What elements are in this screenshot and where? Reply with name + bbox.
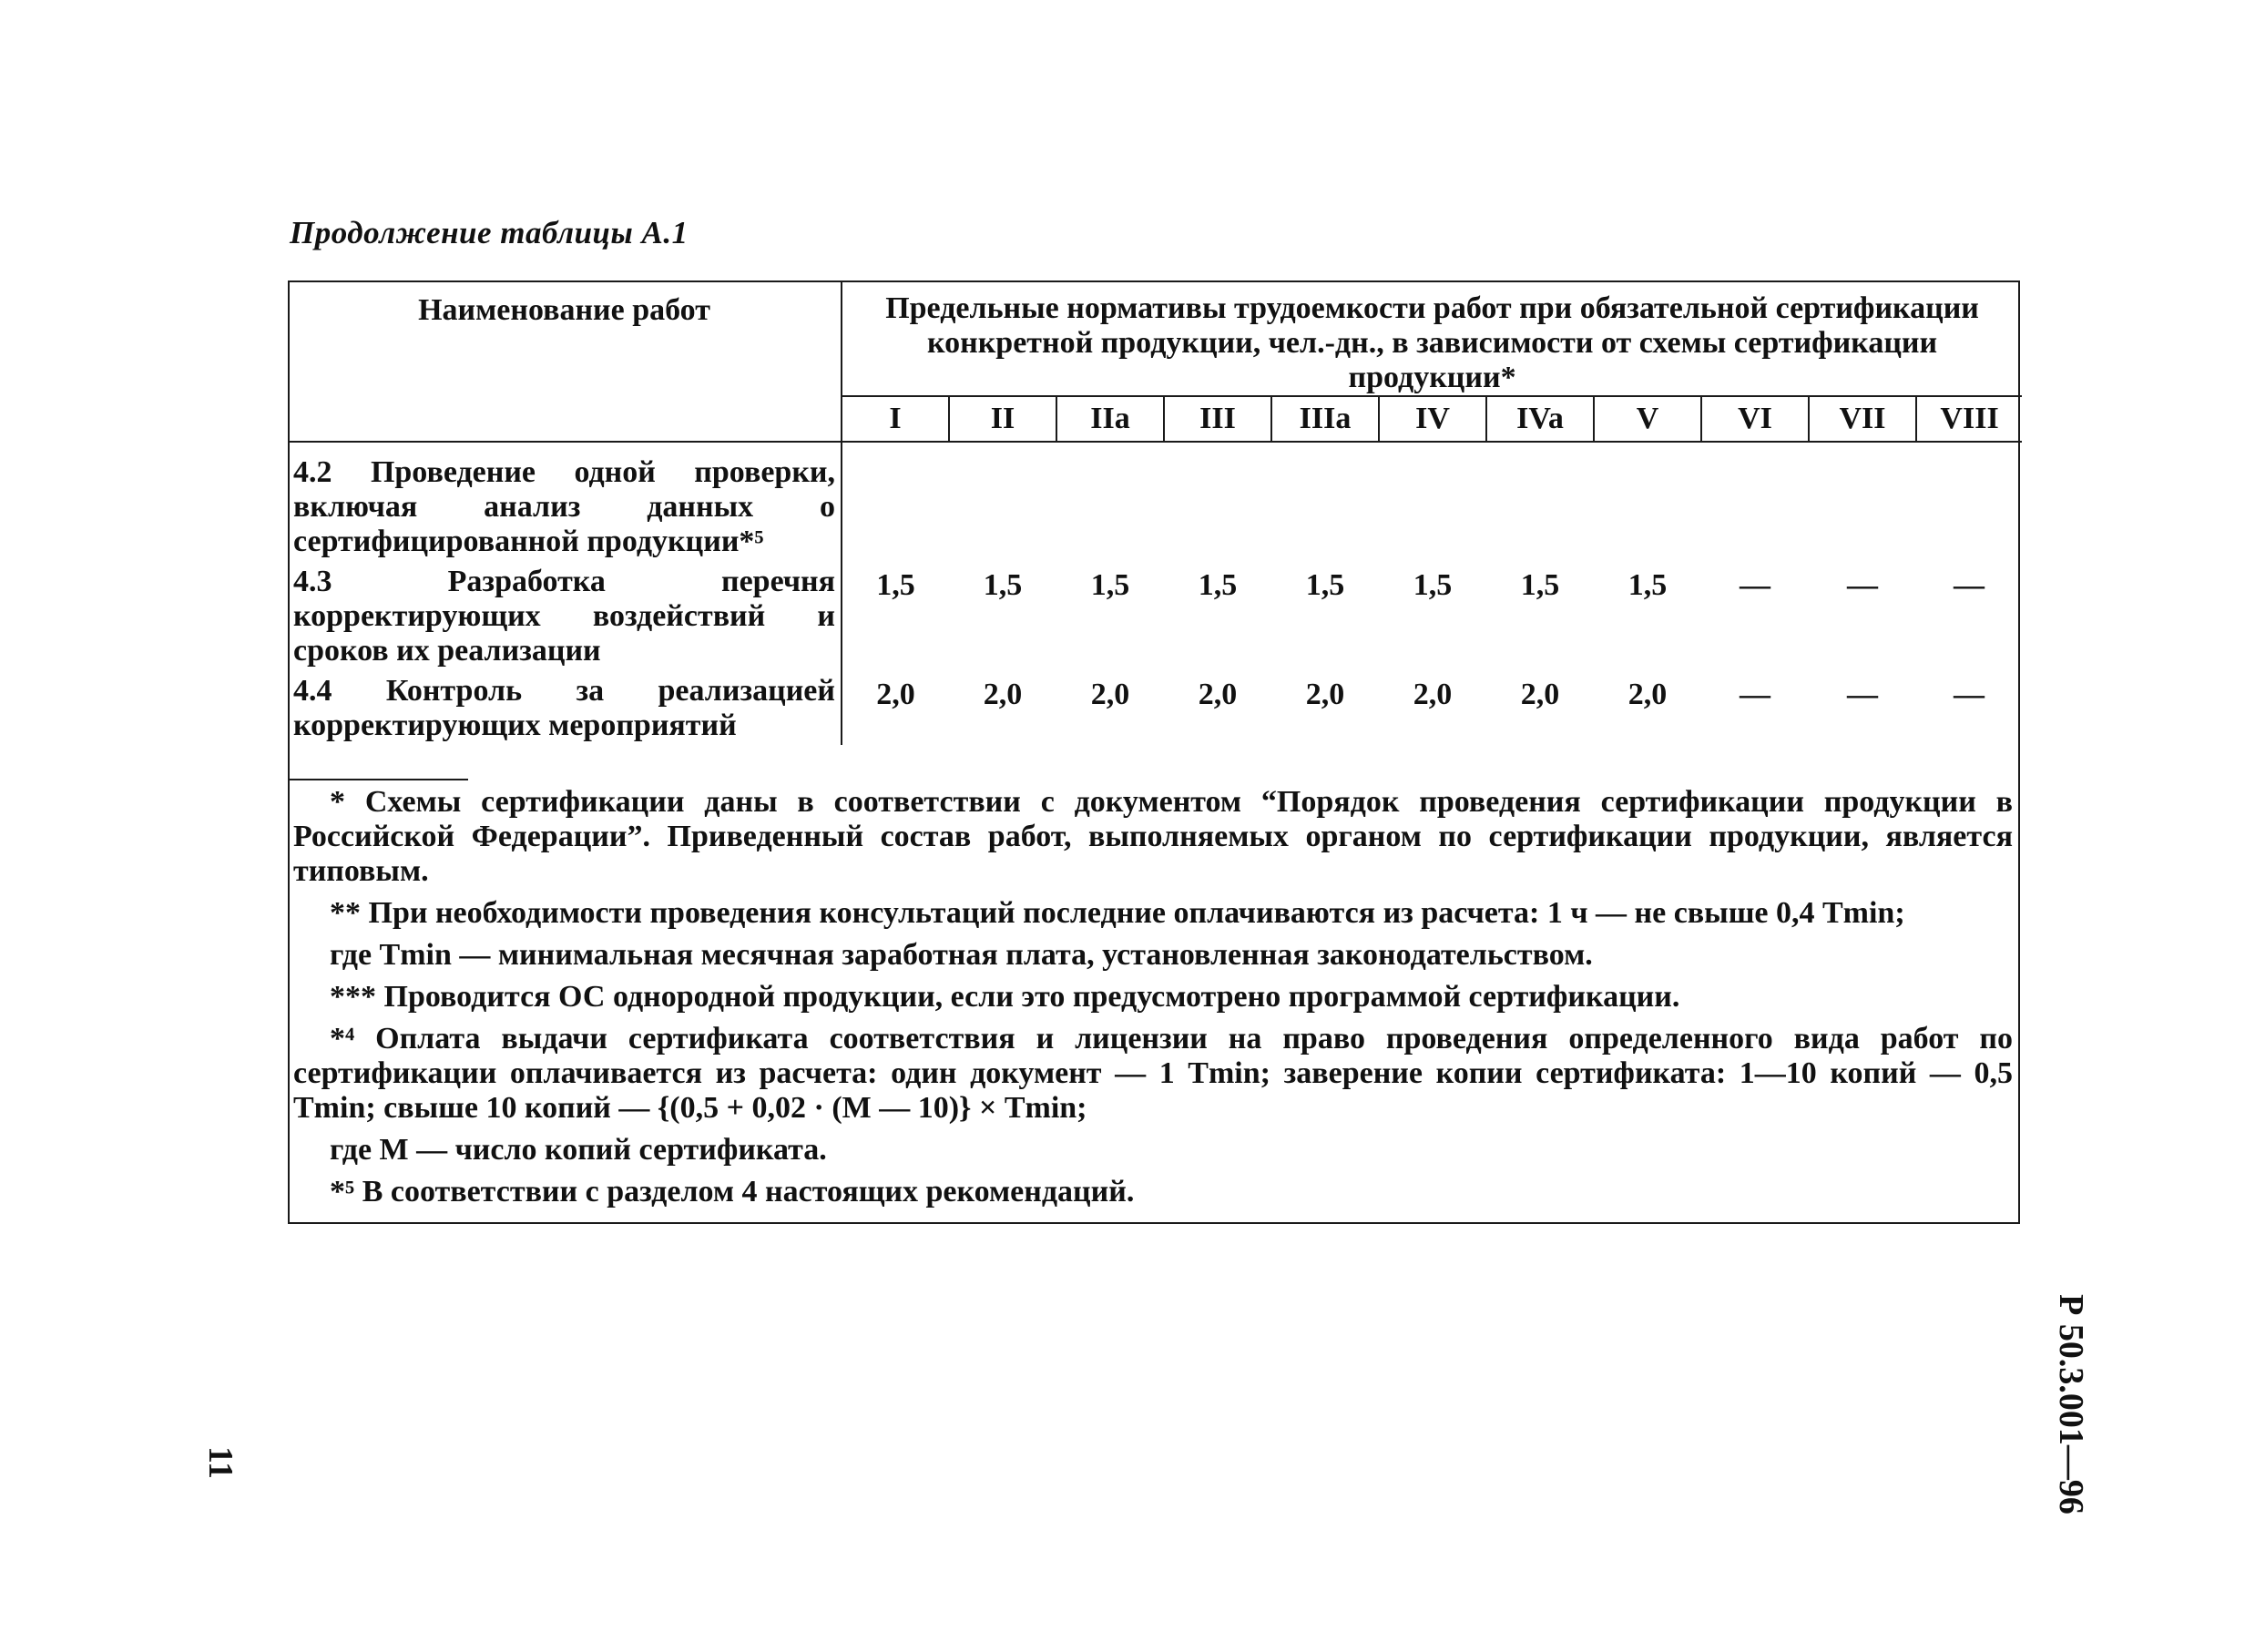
table-row [288,670,2022,745]
footnote-4-definition: где M — число копий сертификата. [330,1133,827,1167]
table-row [288,442,2022,561]
norm-value: 1,5 [1198,568,1238,602]
norm-value: 2,0 [1520,678,1560,711]
norm-value [1486,442,1594,561]
footnote-2: ** При необходимости проведения консультаций последние оплачиваются из расчета: 1 ч — не свыше 0,4 Tmin; [330,896,1905,930]
scheme-header: VII [1809,396,1916,442]
norm-value [1701,442,1809,561]
norms-table [288,280,2022,745]
table-row [288,561,2022,670]
work-name: 4.4 Контроль за реализацией корректирующих мероприятий [288,670,842,745]
norm-value: 1,5 [983,568,1023,602]
footnotes [293,785,2013,1209]
work-name: 4.2 Проведение одной проверки, включая анализ данных о сертифицированной продукции*⁵ [288,442,842,561]
norm-value [1271,442,1379,561]
footnote-4: *⁴ Оплата выдачи сертификата соответствия и лицензии на право проведения определенного вида работ по сертификации оплачивается из расчета: один документ — 1 Tmin; заверение копии сертификата: 1—10 копий — 0,5 Tmin; свыше 10 копий — {(0,5 + 0,02 · (M — 10)} × Tmin; [293,1022,2013,1125]
scheme-header: IIa [1056,396,1164,442]
footnote-separator [290,779,468,780]
norm-value: 1,5 [1090,568,1130,602]
scheme-header: IV [1379,396,1486,442]
norm-value: 2,0 [983,678,1023,711]
norm-value: 2,0 [1305,678,1345,711]
scheme-header: VIII [1916,396,2022,442]
norm-value [1594,442,1701,561]
norm-value: 1,5 [1520,568,1560,602]
footnote-5: *⁵ В соответствии с разделом 4 настоящих рекомендаций. [330,1175,1135,1208]
norm-value: 2,0 [876,678,915,711]
scheme-header: III [1164,396,1271,442]
norm-value: 2,0 [1413,678,1453,711]
norm-value [842,442,949,561]
scheme-header: IIIa [1271,396,1379,442]
table-caption: Продолжение таблицы А.1 [290,215,689,250]
norm-value: — [1847,678,1878,711]
column-header-norms: Предельные нормативы трудоемкости работ при обязательной сертификации конкретной продукции, чел.-дн., в зависимости от схемы сертификации продукции* [842,280,2022,396]
norm-value: — [1740,568,1770,602]
scheme-header: VI [1701,396,1809,442]
work-name: 4.3 Разработка перечня корректирующих воздействий и сроков их реализации [288,561,842,670]
scheme-header: IVa [1486,396,1594,442]
footnote-2-definition: где Tmin — минимальная месячная заработная плата, установленная законодательством. [330,938,1593,972]
footnote-1: * Схемы сертификации даны в соответствии с документом “Порядок проведения сертификации продукции в Российской Федерации”. Приведенный состав работ, выполняемых органом по сертификации продукции, является типовым. [293,785,2013,888]
norm-value: 1,5 [1305,568,1345,602]
page-number: 11 [200,1446,240,1479]
scheme-header: V [1594,396,1701,442]
norm-value: 1,5 [1627,568,1668,602]
footnote-3: *** Проводится ОС однородной продукции, если это предусмотрено программой сертификации. [330,980,1680,1014]
norm-value [1056,442,1164,561]
norm-value: — [1954,678,1985,711]
norm-value [949,442,1056,561]
document-code: Р 50.3.001—96 [2052,1294,2090,1514]
column-header-name: Наименование работ [288,280,842,442]
norm-value [1379,442,1486,561]
norm-value: 1,5 [1413,568,1453,602]
scheme-header: I [842,396,949,442]
norm-value [1916,442,2022,561]
norm-value: — [1954,568,1985,602]
norm-value: 1,5 [876,568,915,602]
norm-value: — [1740,678,1770,711]
norm-value: 2,0 [1090,678,1130,711]
norm-value [1164,442,1271,561]
norm-value: 2,0 [1198,678,1238,711]
norm-value: 2,0 [1627,678,1668,711]
norm-value [1809,442,1916,561]
norm-value: — [1847,568,1878,602]
scheme-header: II [949,396,1056,442]
